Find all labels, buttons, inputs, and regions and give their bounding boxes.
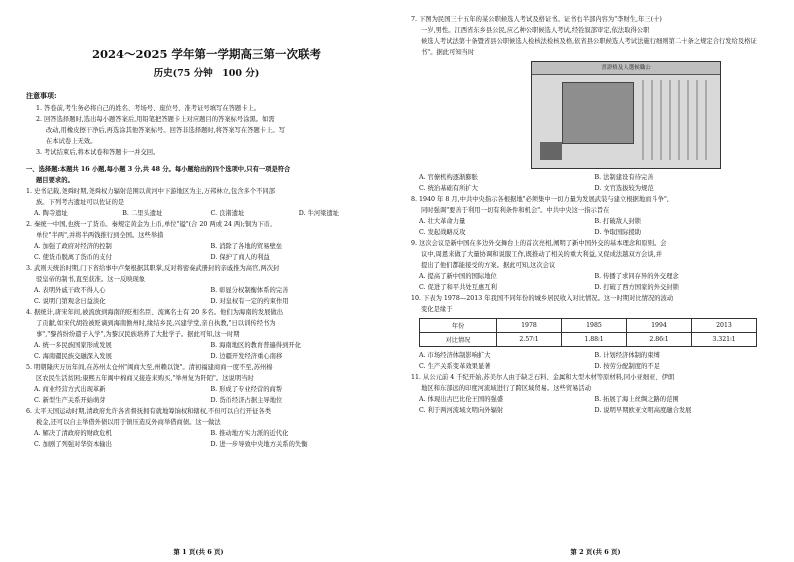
question-1 xyxy=(26,186,387,219)
question-text: 7. 下图为民国三十五年的某公职候选人考试及格证书。证书右半部内容为"李财生,年三(十) xyxy=(411,16,662,23)
option-a: A. 官僚机构逐渐膨胀 xyxy=(419,174,478,181)
question-text: 事","黎酋纷纷遣子入学",为黎汉民族培养了大批学子。据此可知,这一时期 xyxy=(36,331,240,338)
question-text: 6. 太平天国运动时期,清政府允许各省督抚拥有就地筹饷权和辖权,不但可以自行开征各类 xyxy=(26,408,271,415)
option-a: A. 体现出古巴比伦王国的强盛 xyxy=(419,396,504,403)
option-c: C. 良渚遗址 xyxy=(210,210,245,217)
question-11 xyxy=(411,372,770,416)
question-text: 1. 史书记载,尧舜时期,尧舜权力辐射范围以黄河中下游地区为主,万邦林立,包含多个不同部 xyxy=(26,188,276,195)
table-header-cell: 1994 xyxy=(627,319,692,333)
question-text: 9. 这次会议是新中国在多边外交舞台上的首次亮相,阐明了新中国外交的基本理念和原则。会 xyxy=(411,240,667,247)
table-header-cell: 年份 xyxy=(420,319,497,333)
question-text: 4. 据统计,唐宋年间,被流放到海南的贬相名臣、流寓名士有 20 多名。他们为海南的发展做出 xyxy=(26,309,284,316)
options xyxy=(411,216,770,238)
question-text: 了贡献,如宋代胡铨被贬谪到海南儋州时,缘结乡民,兴建学堂,亲自执教,"日以训传经书为 xyxy=(36,320,276,327)
option-b: B. 打破敌人封锁 xyxy=(594,218,641,225)
option-b: B. 消除了各地的贸易壁垒 xyxy=(210,243,283,250)
question-text: 8. 1940 年 8 月,中共中央指示各根据地"必须集中一切力量为发展武装与建立根据地而斗争", xyxy=(411,196,669,203)
option-b: B. 彰显分权制衡体系的完善 xyxy=(210,287,289,294)
question-text: 族。下列考古遗址可以佐证的是 xyxy=(36,199,125,206)
options xyxy=(411,394,770,416)
question-text: 10. 下表为 1978—2013 年我国不同年份的城乡居民收入对比情况。这一时期对比情况的波动 xyxy=(411,295,674,302)
question-text: 单位"半两",并将半两钱推行到全国。这些举措 xyxy=(36,232,164,239)
question-text: 议中,周恩来做了大量协调和说服工作,既推动了相关的重大利益,又促成法越双方会谈,并 xyxy=(421,251,662,258)
question-2 xyxy=(26,219,387,263)
question-text: 一岁,男性。江西省东乡县公民,应乙种公职候选人考试,经铨叙部审定,依法取得公职 xyxy=(421,27,650,34)
question-text: 税金,还可以自主举借外债以用于镇压造反外商举借商债。这一做法 xyxy=(36,419,221,426)
question-text: 11. 从公元前 4 千纪开始,苏美尔人由于缺乏石料、金属和大型木材等原材料,同小亚细亚、伊朗 xyxy=(411,374,675,381)
question-text: 5. 明朝隆庆万历年间,在苏州太仓州"闽商大至,州赖以饶"。清初福建商商一度不至,苏州棉 xyxy=(26,364,273,371)
option-b: B. 传播了求同存异的外交理念 xyxy=(594,273,679,280)
option-b: B. 法制建设有待完善 xyxy=(594,174,654,181)
certificate-image xyxy=(531,61,721,169)
option-c: C. 促进了和平共处互惠互利 xyxy=(419,284,497,291)
option-c: C. 海南疆民族交融深入发展 xyxy=(34,353,112,360)
question-9 xyxy=(411,238,770,293)
option-b: B. 推动地方实力派的近代化 xyxy=(210,430,289,437)
option-d: D. 保护了商人的利益 xyxy=(210,254,270,261)
option-c: C. 加剧了列强对华资本输出 xyxy=(34,441,112,448)
option-a: A. 统一多民族国家形成发展 xyxy=(34,342,112,349)
table-cell: 2.57∶1 xyxy=(497,333,562,347)
question-text: 同时强调"要善于利用一切有利条件和机会"。中共中央这一指示旨在 xyxy=(421,207,610,214)
options xyxy=(411,172,770,194)
option-c: C. 生产关系变革效果显著 xyxy=(419,363,491,370)
table-cell: 1.88∶1 xyxy=(562,333,627,347)
question-text: 2. 秦统一中国,也统一了货币。秦规定黄金为上币,单位"镒"(合 20 两或 24 两);铜为下币, xyxy=(26,221,273,228)
option-b: B. 拓展了海上丝绸之路的范围 xyxy=(594,396,679,403)
question-text: 驳皇帝的制书,直至获准。这一反映现象 xyxy=(36,276,146,283)
option-d: D. 边疆开发经济重心南移 xyxy=(210,353,283,360)
question-10 xyxy=(411,293,770,372)
notes-list xyxy=(26,103,387,158)
question-4 xyxy=(26,307,387,362)
option-c: C. 新型生产关系开始萌芽 xyxy=(34,397,106,404)
question-7 xyxy=(411,14,770,194)
options xyxy=(26,384,387,406)
option-d: D. 货币经济占据主导地位 xyxy=(210,397,283,404)
note-2-cont: 改动,用橡皮擦干净后,再选涂其他答案标号。回答非选择题时,将答案写在答题卡上。写 xyxy=(46,127,285,134)
question-6 xyxy=(26,406,387,450)
options xyxy=(411,271,770,293)
option-c: C. 统治基础有所扩大 xyxy=(419,185,478,192)
option-a: A. 壮大革命力量 xyxy=(419,218,466,225)
section-heading: 一、选择题:本题共 16 小题,每小题 3 分,共 48 分。每小题给出的四个选项中,只有一项是符合 xyxy=(26,166,291,173)
option-b: B. 海南地区的教育普遍得到开化 xyxy=(210,342,301,349)
income-ratio-table xyxy=(419,318,757,347)
exam-subtitle: 历史(75 分钟 100 分) xyxy=(153,68,260,79)
options xyxy=(26,285,387,307)
option-d: D. 对皇权有一定的约束作用 xyxy=(210,298,289,305)
certificate-stamp xyxy=(562,82,634,144)
right-page xyxy=(397,0,794,562)
option-c: C. 发起战略反攻 xyxy=(419,229,466,236)
option-a: A. 市场经济体制影响扩大 xyxy=(419,352,491,359)
option-a: A. 表明外戚干政不得人心 xyxy=(34,287,106,294)
page-footer-2: 第 2 页(共 6 页) xyxy=(570,548,621,556)
certificate-caption: 書證格及人選候職公 xyxy=(532,62,720,75)
exam-title: 2024～2025 学年第一学期高三第一次联考 xyxy=(91,47,321,61)
options xyxy=(411,350,770,372)
table-header-cell: 2013 xyxy=(692,319,757,333)
option-c: C. 利于两河流域文明向外辐射 xyxy=(419,407,504,414)
question-text: 3. 武则天统治时期,门下省给事中卢粲根据其职掌,反对将密奏武册封的亲戚推为高官,两次封 xyxy=(26,265,280,272)
table-cell: 对比情况 xyxy=(420,333,497,347)
option-d: D. 文官选拔较为规范 xyxy=(594,185,654,192)
option-a: A. 商业经营方式出现革新 xyxy=(34,386,106,393)
question-5 xyxy=(26,362,387,406)
options xyxy=(26,208,387,219)
question-3 xyxy=(26,263,387,307)
table-row xyxy=(420,333,757,347)
notes-heading: 注意事项: xyxy=(26,91,57,100)
note-2: 2. 回答选择题时,选出每小题答案后,用铅笔把答题卡上对应题目的答案标号涂黑。如需 xyxy=(36,116,275,123)
options xyxy=(26,340,387,362)
table-header-row xyxy=(420,319,757,333)
section-heading-cont: 题目要求的。 xyxy=(36,177,74,184)
option-b: B. 二里头遗址 xyxy=(122,210,163,217)
question-text: 提出了他们都能接受的方案。据此可知,这次会议 xyxy=(421,262,556,269)
option-d: D. 打破了西方国家的外交封锁 xyxy=(594,284,679,291)
note-3: 3. 考试结束后,将本试卷和答题卡一并交回。 xyxy=(36,149,160,156)
option-a: A. 陶寺遗址 xyxy=(34,210,68,217)
note-2-cont2: 在本试卷上无效。 xyxy=(46,138,97,145)
option-d: D. 牛河梁遗址 xyxy=(298,210,340,217)
options xyxy=(26,241,387,263)
option-a: A. 提高了新中国的国际地位 xyxy=(419,273,497,280)
option-d: D. 按劳分配制度的不足 xyxy=(594,363,660,370)
option-b: B. 计划经济体制的束缚 xyxy=(594,352,660,359)
table-header-cell: 1985 xyxy=(562,319,627,333)
table-cell: 3.321∶1 xyxy=(692,333,757,347)
certificate-text-columns xyxy=(642,80,712,160)
page-footer-1: 第 1 页(共 6 页) xyxy=(173,548,224,556)
option-d: D. 争取国际援助 xyxy=(594,229,642,236)
question-text: 书"。据此可知当时 xyxy=(421,49,475,56)
question-text: 变化是缘于 xyxy=(421,306,453,313)
options xyxy=(26,428,387,450)
option-a: A. 加强了政府对经济的控制 xyxy=(34,243,112,250)
table-header-cell: 1978 xyxy=(497,319,562,333)
question-text: 候选人考试法第十条暨省县公职候选人检核法检核及格,依省县公职候选人考试法施行细则第二十条之规定合行发给及格证 xyxy=(421,38,757,45)
option-a: A. 解决了清政府的财政危机 xyxy=(34,430,112,437)
option-d: D. 说明早期欧亚文明高度融合发展 xyxy=(594,407,692,414)
question-8 xyxy=(411,194,770,238)
question-text: 地区和东部远的印度河流域进行了跨区域贸易。这些贸易活动 xyxy=(421,385,592,392)
option-c: C. 说明门第观念日益淡化 xyxy=(34,298,106,305)
option-b: B. 形成了专业经营的商帮 xyxy=(210,386,283,393)
option-c: C. 使货币脱离了货币的支付 xyxy=(34,254,112,261)
certificate-seal xyxy=(540,142,562,160)
option-d: D. 进一步导致中央地方关系的失衡 xyxy=(210,441,308,448)
note-1: 1. 答卷前,考生务必将自己的姓名、考场号、座位号、准考证号填写在答题卡上。 xyxy=(36,105,261,112)
table-cell: 2.86∶1 xyxy=(627,333,692,347)
question-text: 区农民生活贫困;康熙五年闽中棉商又接连来购买,"举州复为阡陌"。这说明当时 xyxy=(36,375,254,382)
